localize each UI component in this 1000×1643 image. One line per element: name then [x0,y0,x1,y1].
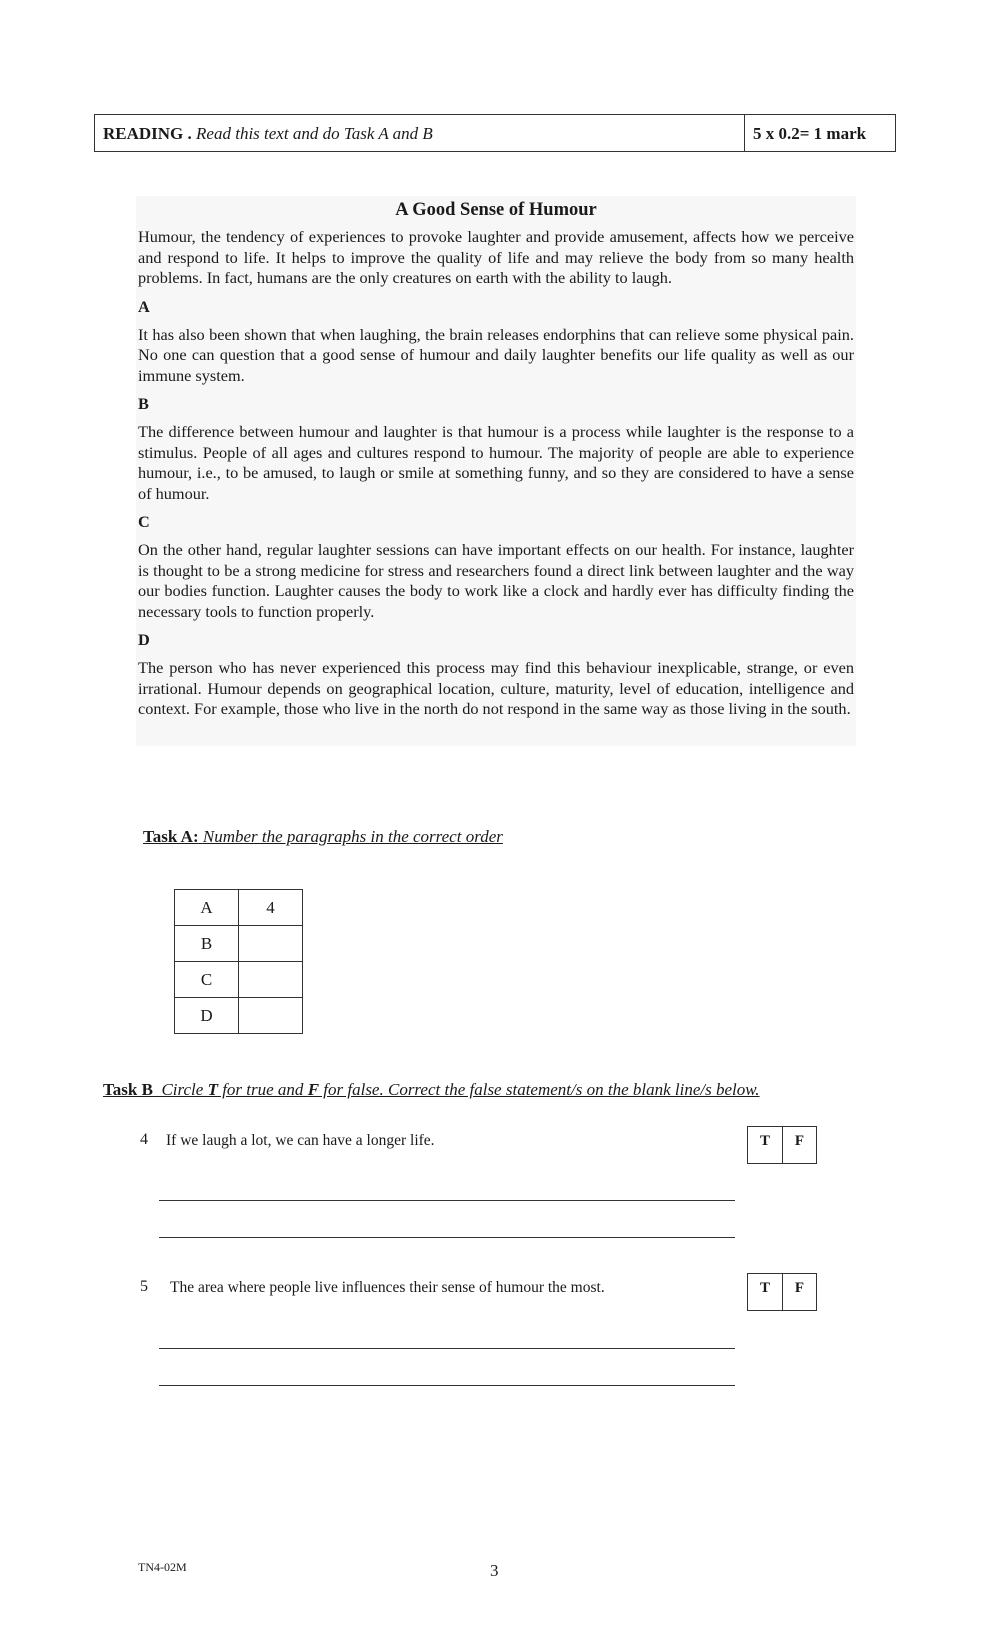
order-answer-cell[interactable] [239,926,303,962]
true-option[interactable]: T [759,1280,770,1296]
answer-line[interactable] [159,1385,735,1386]
task-b-label: Task B [103,1080,153,1099]
task-a-instruction: Number the paragraphs in the correct order [202,827,503,846]
question-number: 4 [140,1131,148,1148]
page-number: 3 [490,1561,499,1580]
question-number: 5 [140,1278,148,1295]
passage-title: A Good Sense of Humour [395,200,597,220]
task-b-instruction [161,1080,759,1099]
paragraph-order-table [174,889,303,1034]
true-false-box [747,1273,817,1311]
paragraph-b: The difference between humour and laughter is that humour is a process while laughter is the response to a stimulus. People of all ages and cultures respond to humour. The majority of people are able to experience humour, i.e., to be amused, to laugh or smile at something funny, and so they are considered to have a sense of humour. [138,422,854,503]
section-instruction: Read this text and do Task A and B [196,124,433,143]
instr-part-2: for true and [217,1080,308,1099]
row-letter: B [175,926,239,962]
paragraph-letter-c: C [138,512,150,531]
row-letter: A [175,890,239,926]
instr-false-letter: F [307,1080,320,1099]
paragraph-a: It has also been shown that when laughing, the brain releases endorphins that can relieve some physical pain. No one can question that a good sense of humour and daily laughter benefits our life quality as well as our immune system. [138,324,854,385]
task-a-label: Task A: [143,827,199,846]
section-header-box [94,114,896,152]
true-option[interactable]: T [759,1133,770,1149]
paragraph-letter-a: A [138,296,150,316]
task-a-title [143,827,503,847]
paragraph-c: On the other hand, regular laughter sessions can have important effects on our health. For instance, laughter is thought to be a strong medicine for stress and researchers found a direct link between laughter and the way our bodies function. Laughter causes the body to work like a clock and hardly ever has difficulty finding the necessary tools to function properly. [138,540,854,621]
false-option[interactable]: F [782,1127,816,1163]
footer-code: TN4-02M [138,1560,187,1574]
section-title [95,115,745,151]
false-option[interactable]: F [782,1274,816,1310]
marks-label: 5 x 0.2= 1 mark [753,124,867,143]
order-answer-cell[interactable] [239,998,303,1034]
answer-line[interactable] [159,1237,735,1238]
reading-passage [136,196,856,746]
answer-line[interactable] [159,1200,735,1201]
question-text: The area where people live influences their sense of humour the most. [170,1279,605,1296]
table-row [175,962,303,998]
instr-true-letter: T [207,1080,218,1099]
order-answer-cell[interactable] [239,962,303,998]
task-b-title [103,1080,760,1100]
answer-line[interactable] [159,1348,735,1349]
table-row [175,998,303,1034]
table-row [175,890,303,926]
true-false-box [747,1126,817,1164]
paragraph-letter-d: D [138,630,150,649]
instr-part-1: Circle [161,1080,208,1099]
instr-part-3: for false. Correct the false statement/s on the blank line/s below. [319,1080,760,1099]
question-text: If we laugh a lot, we can have a longer life. [166,1132,435,1149]
row-letter: C [175,962,239,998]
table-row [175,926,303,962]
section-title-bold: READING . [103,124,192,143]
order-answer-cell[interactable]: 4 [239,890,303,926]
paragraph-d: The person who has never experienced this process may find this behaviour inexplicable, strange, or even irrational. Humour depends on geographical location, culture, maturity, level of education, intelligence and context. For example, those who live in the north do not respond in the same way as those living in the south. [138,658,854,718]
paragraph-letter-b: B [138,394,149,413]
row-letter: D [175,998,239,1034]
passage-intro: Humour, the tendency of experiences to provoke laughter and provide amusement, affects how we perceive and respond to life. It helps to improve the quality of life and may relieve the body from so many health problems. In fact, humans are the only creatures on earth with the ability to laugh. [138,227,854,287]
